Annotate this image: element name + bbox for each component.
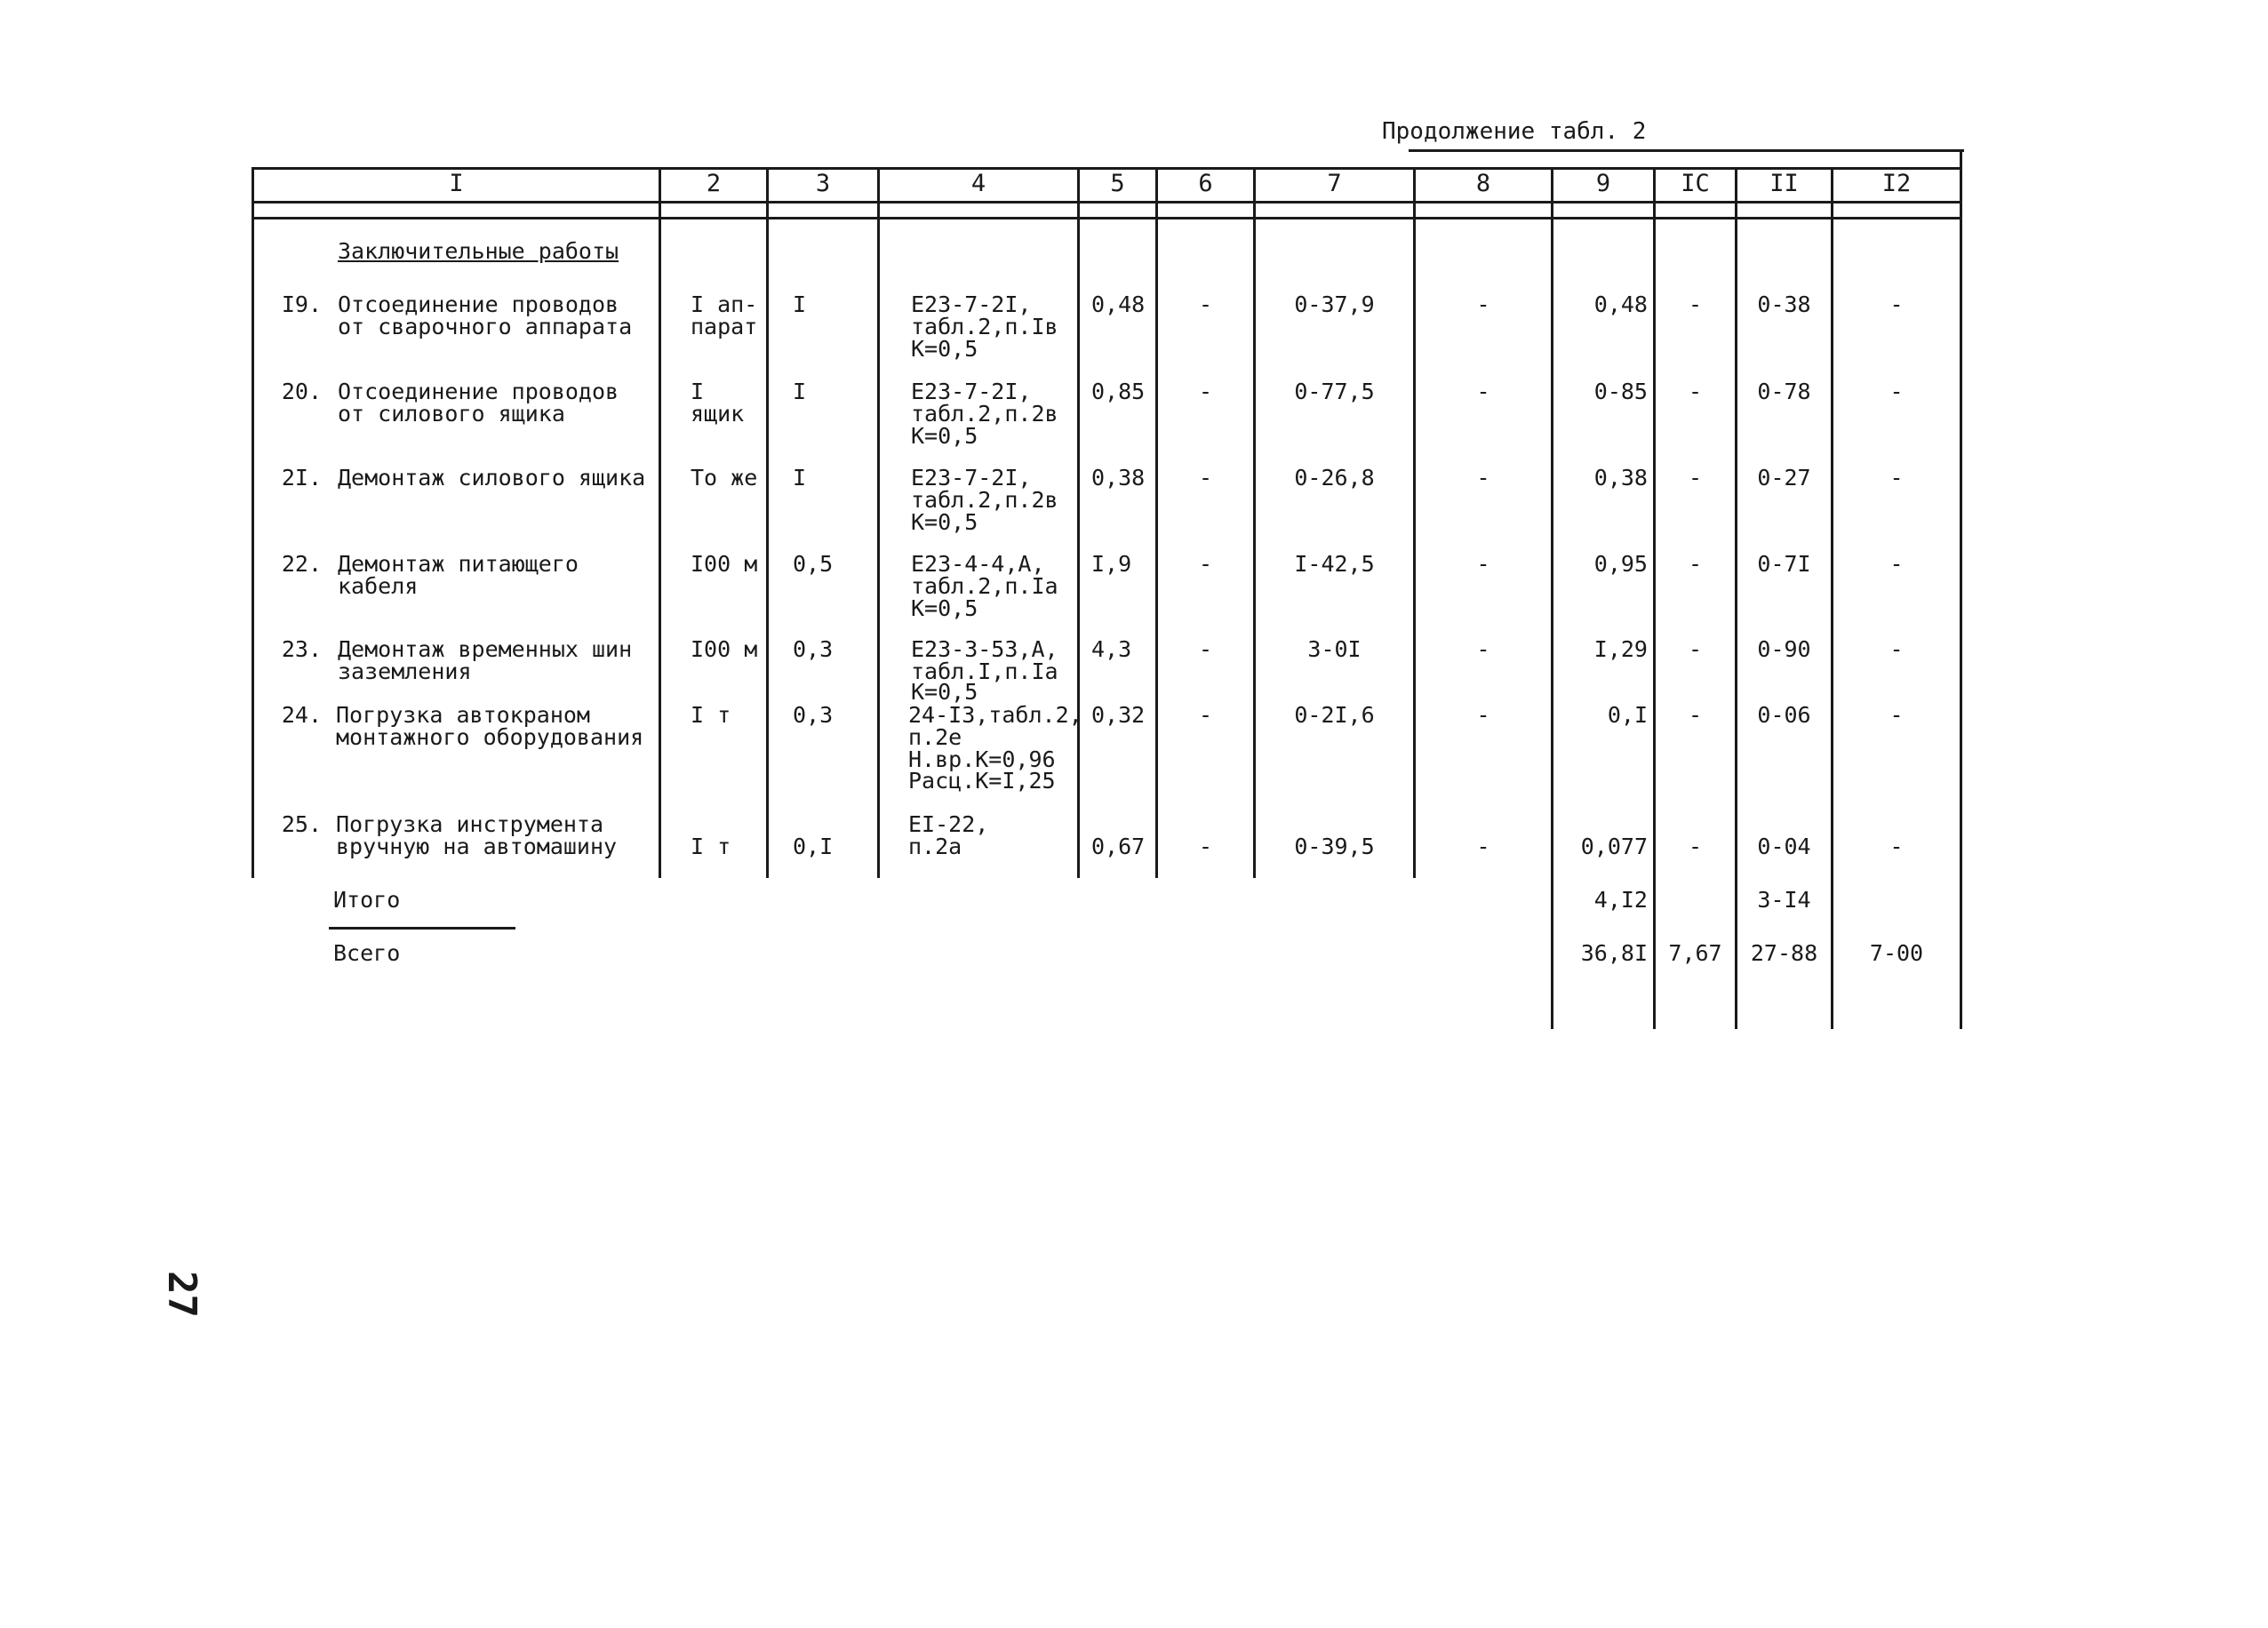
column-header-5: 5	[1110, 170, 1125, 197]
work-name-line1: Отсоединение проводов	[338, 291, 619, 317]
column-header-4: 4	[970, 170, 986, 197]
norm-ref-line3: Н.вр.К=0,96	[908, 746, 1056, 772]
norm-ref-line3: К=0,5	[911, 679, 978, 705]
norm-ref-line2: табл.2,п.Iа	[911, 573, 1058, 599]
norm-ref-line2: табл.2,п.Iв	[911, 314, 1058, 339]
quantity: 0,5	[793, 551, 834, 577]
cell-col7: 0-37,9	[1294, 291, 1375, 317]
vsego-col9: 36,8I	[1580, 940, 1648, 966]
cell-col8: -	[1476, 291, 1490, 317]
vsego-col11: 27-88	[1750, 940, 1818, 966]
table-caption: Продолжение табл. 2	[1382, 118, 1647, 145]
norm-ref-line3: К=0,5	[911, 509, 978, 535]
row-number: 2I.	[281, 465, 322, 491]
cell-col7: 0-77,5	[1294, 379, 1375, 404]
cell-col5: 0,85	[1091, 379, 1146, 404]
work-name-line1: Демонтаж силового ящика	[338, 465, 646, 491]
cell-col10: -	[1688, 636, 1703, 662]
unit-line2: парат	[691, 314, 758, 339]
unit-line1: I т	[691, 702, 731, 728]
norm-ref-line2: табл.I,п.Iа	[911, 658, 1058, 684]
cell-col8: -	[1476, 834, 1490, 859]
cell-col5: 0,38	[1091, 465, 1146, 491]
row-number: 25.	[281, 811, 322, 837]
row-number: 20.	[281, 379, 322, 404]
norm-ref-line1: Е23-7-2I,	[911, 465, 1032, 491]
cell-col10: -	[1688, 702, 1703, 728]
cell-col11: 0-90	[1757, 636, 1811, 662]
cell-col8: -	[1476, 702, 1490, 728]
row-number: 23.	[281, 636, 322, 662]
cell-col10: -	[1688, 551, 1703, 577]
cell-col7: I-42,5	[1294, 551, 1375, 577]
column-header-10: IC	[1681, 170, 1710, 197]
work-name-line2: монтажного оборудования	[336, 724, 644, 750]
work-name-line2: заземления	[338, 658, 472, 684]
cell-col10: -	[1688, 379, 1703, 404]
norm-ref-line2: п.2а	[908, 834, 962, 859]
cell-col11: 0-7I	[1757, 551, 1811, 577]
vsego-label: Всего	[333, 940, 401, 966]
row-number: I9.	[281, 291, 322, 317]
vsego-col10: 7,67	[1668, 940, 1722, 966]
itogo-col11: 3-I4	[1757, 887, 1811, 913]
norm-ref-line1: Е23-7-2I,	[911, 379, 1032, 404]
page-number: 27	[159, 1271, 204, 1318]
column-header-2: 2	[706, 170, 722, 197]
cell-col10: -	[1688, 465, 1703, 491]
cell-col7: 0-26,8	[1294, 465, 1375, 491]
cell-col7: 3-0I	[1307, 636, 1362, 662]
cell-col9: I,29	[1593, 636, 1648, 662]
quantity: I	[793, 465, 807, 491]
norm-ref-line1: Е23-3-53,А,	[911, 636, 1058, 662]
quantity: I	[793, 291, 807, 317]
cell-col9: 0,48	[1593, 291, 1648, 317]
cell-col6: -	[1198, 465, 1213, 491]
work-name-line1: Отсоединение проводов	[338, 379, 619, 404]
column-header-7: 7	[1327, 170, 1342, 197]
unit-line1: I00 м	[691, 636, 758, 662]
norm-ref-line1: 24-I3,табл.2,	[908, 702, 1082, 728]
norm-ref-line3: К=0,5	[911, 423, 978, 449]
cell-col11: 0-04	[1757, 834, 1811, 859]
cell-col12: -	[1889, 702, 1904, 728]
cell-col9: 0,38	[1593, 465, 1648, 491]
cell-col11: 0-78	[1757, 379, 1811, 404]
norm-ref-line3: К=0,5	[911, 336, 978, 362]
column-header-3: 3	[815, 170, 831, 197]
column-header-1: I	[449, 170, 464, 197]
norm-ref-line4: Расц.К=I,25	[908, 768, 1056, 794]
column-header-12: I2	[1881, 170, 1912, 197]
work-name-line1: Демонтаж питающего	[338, 551, 579, 577]
cell-col12: -	[1889, 551, 1904, 577]
cell-col6: -	[1198, 636, 1213, 662]
unit-line1: I00 м	[691, 551, 758, 577]
quantity: 0,3	[793, 636, 834, 662]
cell-col9: 0-85	[1593, 379, 1648, 404]
cell-col9: 0,I	[1607, 702, 1648, 728]
cell-col12: -	[1889, 465, 1904, 491]
cell-col10: -	[1688, 834, 1703, 859]
norm-ref-line2: табл.2,п.2в	[911, 487, 1058, 513]
cell-col12: -	[1889, 291, 1904, 317]
work-name-line2: вручную на автомашину	[336, 834, 618, 859]
unit-line1: I	[691, 379, 705, 404]
cell-col12: -	[1889, 636, 1904, 662]
cell-col7: 0-39,5	[1294, 834, 1375, 859]
norm-ref-line1: Е23-7-2I,	[911, 291, 1032, 317]
vsego-col12: 7-00	[1869, 940, 1924, 966]
itogo-label: Итого	[333, 887, 401, 913]
work-name-line2: от силового ящика	[338, 401, 565, 427]
unit-line1: I ап-	[691, 291, 758, 317]
cell-col9: 0,077	[1580, 834, 1648, 859]
column-header-11: II	[1769, 170, 1799, 197]
cell-col5: I,9	[1091, 551, 1132, 577]
cell-col6: -	[1198, 702, 1213, 728]
cell-col10: -	[1688, 291, 1703, 317]
cell-col8: -	[1476, 636, 1490, 662]
quantity: 0,I	[793, 834, 834, 859]
cell-col8: -	[1476, 379, 1490, 404]
cell-col12: -	[1889, 379, 1904, 404]
norm-ref-line2: п.2е	[908, 724, 962, 750]
cell-col5: 4,3	[1091, 636, 1132, 662]
section-title: Заключительные работы	[338, 238, 619, 264]
norm-ref-line2: табл.2,п.2в	[911, 401, 1058, 427]
work-name-line1: Погрузка инструмента	[336, 811, 604, 837]
cell-col11: 0-06	[1757, 702, 1811, 728]
work-name-line1: Погрузка автокраном	[336, 702, 590, 728]
cell-col9: 0,95	[1593, 551, 1648, 577]
norm-ref-line3: К=0,5	[911, 595, 978, 621]
cell-col5: 0,32	[1091, 702, 1146, 728]
cell-col5: 0,48	[1091, 291, 1146, 317]
quantity: I	[793, 379, 807, 404]
row-number: 22.	[281, 551, 322, 577]
cell-col7: 0-2I,6	[1294, 702, 1375, 728]
row-number: 24.	[281, 702, 322, 728]
cell-col6: -	[1198, 551, 1213, 577]
column-header-6: 6	[1198, 170, 1213, 197]
cell-col11: 0-38	[1757, 291, 1811, 317]
work-name-line1: Демонтаж временных шин	[338, 636, 633, 662]
cell-col11: 0-27	[1757, 465, 1811, 491]
itogo-col9: 4,I2	[1593, 887, 1648, 913]
unit-line1: I т	[691, 834, 731, 859]
work-name-line2: кабеля	[338, 573, 419, 599]
cell-col8: -	[1476, 551, 1490, 577]
cell-col5: 0,67	[1091, 834, 1146, 859]
cell-col8: -	[1476, 465, 1490, 491]
quantity: 0,3	[793, 702, 834, 728]
column-header-8: 8	[1475, 170, 1491, 197]
unit-line2: ящик	[691, 401, 745, 427]
totals-separator	[329, 927, 515, 930]
cell-col6: -	[1198, 291, 1213, 317]
norm-ref-line1: ЕI-22,	[908, 811, 989, 837]
unit-line1: То же	[691, 465, 758, 491]
column-header-9: 9	[1595, 170, 1611, 197]
cell-col6: -	[1198, 834, 1213, 859]
work-name-line2: от сварочного аппарата	[338, 314, 633, 339]
cell-col12: -	[1889, 834, 1904, 859]
cell-col6: -	[1198, 379, 1213, 404]
norm-ref-line1: Е23-4-4,А,	[911, 551, 1045, 577]
